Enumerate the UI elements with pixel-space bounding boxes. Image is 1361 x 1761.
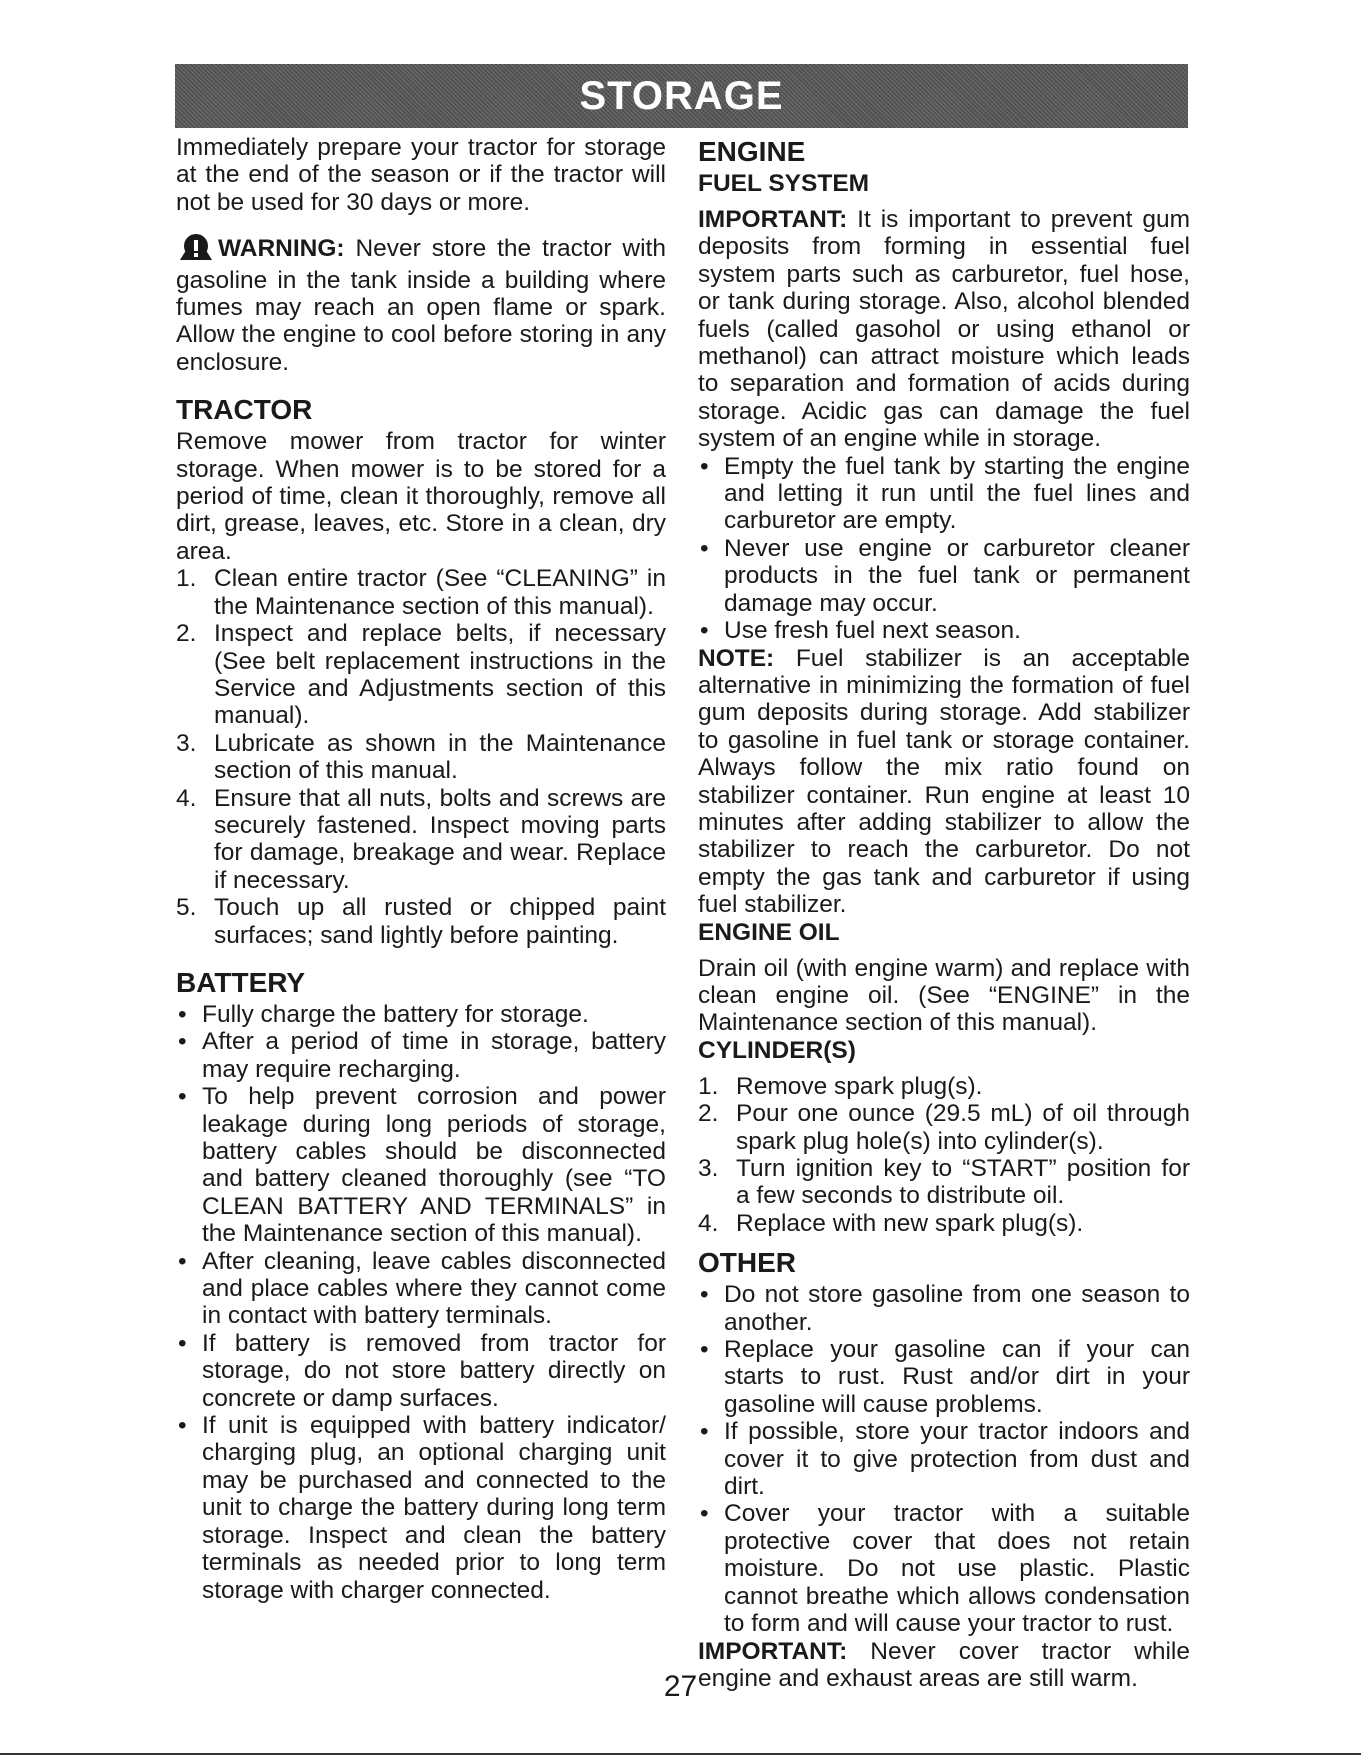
list-item: • Never use engine or carburetor cleaner products in the fuel tank or permanent damage may occur. [700,534,1190,617]
list-item: • Replace your gasoline can if your can starts to rust. Rust and/or dirt in your gasoline will cause problems. [700,1336,1190,1418]
fuel-note-paragraph [698,645,1190,919]
important-text: It is important to prevent gum deposits from forming in essential fuel system parts such as carburetor, fuel hose, or tank during storage. Also, alcohol blended fuels (called gasohol or using ethanol or methanol) can attract moisture which leads to separation and formation of acids during storage. Acidic gas can damage the fuel system of an engine while in storage. [698,206,1190,453]
list-item: • Cover your tractor with a suitable protective cover that does not retain moisture. Do not use plastic. Plastic cannot breathe which allows condensation to form and will cause your tractor to rust. [700,1500,1190,1638]
battery-items [176,1001,666,1604]
list-item: 5. Touch up all rusted or chipped paint surfaces; sand lightly before painting. [176,894,666,949]
tractor-intro: Remove mower from tractor for winter storage. When mower is to be stored for a period of time, clean it thoroughly, remove all dirt, grease, leaves, etc. Store in a clean, dry area. [176,428,666,565]
engine-oil-heading: ENGINE OIL [698,918,840,946]
right-column [698,134,1190,1692]
engine-oil-text: Drain oil (with engine warm) and replace with clean engine oil. (See “ENGINE” in the Maintenance section of this manual). [698,954,1190,1037]
list-item: • Use fresh fuel next season. [700,617,1021,645]
list-item: • To help prevent corrosion and power leakage during long periods of storage, battery cables should be disconnected and battery cleaned thoroughly (see “TO CLEAN BATTERY AND TERMINALS” in the Maintenance section of this manual). [178,1083,666,1248]
engine-heading: ENGINE [698,136,806,167]
cylinders-heading: CYLINDER(S) [698,1036,856,1064]
cylinder-steps [698,1073,1190,1237]
list-item: 1. Clean entire tractor (See “CLEANING” in the Maintenance section of this manual). [176,565,666,620]
fuel-items [698,453,1190,645]
section-banner [175,64,1188,128]
list-item: • Do not store gasoline from one season to another. [700,1281,1190,1336]
important-text: Never cover tractor while engine and exhaust areas are still warm. [698,1637,1190,1692]
other-items [698,1281,1190,1637]
important-label: IMPORTANT: [698,206,848,233]
important-label: IMPORTANT: [698,1637,848,1665]
list-item: • If possible, store your tractor indoors and cover it to give protection from dust and dirt. [700,1418,1190,1501]
list-item: • If unit is equipped with battery indicator/ charging plug, an optional charging unit may be purchased and connected to the unit to charge the battery during long term storage. Inspect and clean the battery terminals as needed prior to long term storage with charger connected. [178,1412,666,1604]
list-item: • Empty the fuel tank by starting the engine and letting it run until the fuel lines and carburetor are empty. [700,452,1190,535]
fuel-system-heading: FUEL SYSTEM [698,170,870,197]
page-bottom-rule [0,1753,1361,1755]
tractor-steps [176,565,666,949]
warning-icon [176,232,216,266]
list-item: 4. Ensure that all nuts, bolts and screws are securely fastened. Inspect moving parts for damage, breakage and wear. Replace if necessary. [176,784,666,894]
list-item: 4. Replace with new spark plug(s). [698,1209,1084,1237]
list-item: • Fully charge the battery for storage. [178,1000,589,1028]
battery-heading: BATTERY [176,966,306,998]
note-text: Fuel stabilizer is an acceptable alternative in minimizing the formation of fuel gum deposits during storage. Add stabilizer to gasoline in fuel tank or storage container. Always follow the mix ratio found on stabilizer container. Run engine at least 10 minutes after adding stabilizer to allow the stabilizer to reach the carburetor. Do not empty the gas tank and carburetor if using fuel stabilizer. [698,644,1190,919]
page-number: 27 [663,1670,698,1703]
warning-label: WARNING: [218,235,345,263]
banner-title: STORAGE [579,73,784,118]
list-item: • After a period of time in storage, battery may require recharging. [178,1028,666,1083]
left-column [176,134,666,1604]
tractor-heading: TRACTOR [176,394,313,426]
list-item: • If battery is removed from tractor for storage, do not store battery directly on concrete or damp surfaces. [178,1329,666,1412]
other-heading: OTHER [698,1247,796,1279]
note-label: NOTE: [698,644,775,672]
warning-paragraph [176,232,666,376]
list-item: 3. Lubricate as shown in the Maintenance section of this manual. [176,729,666,785]
list-item: 2. Pour one ounce (29.5 mL) of oil through spark plug hole(s) into cylinder(s). [698,1100,1190,1155]
warning-text: Never store the tractor with gasoline in the tank inside a building where fumes may reach an open flame or spark. Allow the engine to cool before storing in any enclosure. [176,235,666,376]
intro-paragraph: Immediately prepare your tractor for storage at the end of the season or if the tractor will not be used for 30 days or more. [176,134,666,216]
list-item: 3. Turn ignition key to “START” position for a few seconds to distribute oil. [698,1155,1190,1210]
list-item: • After cleaning, leave cables disconnected and place cables where they cannot come in contact with battery terminals. [178,1247,666,1330]
list-item: 1. Remove spark plug(s). [698,1072,983,1100]
list-item: 2. Inspect and replace belts, if necessary (See belt replacement instructions in the Service and Adjustments section of this manual). [176,620,666,730]
fuel-important-paragraph [698,206,1190,453]
